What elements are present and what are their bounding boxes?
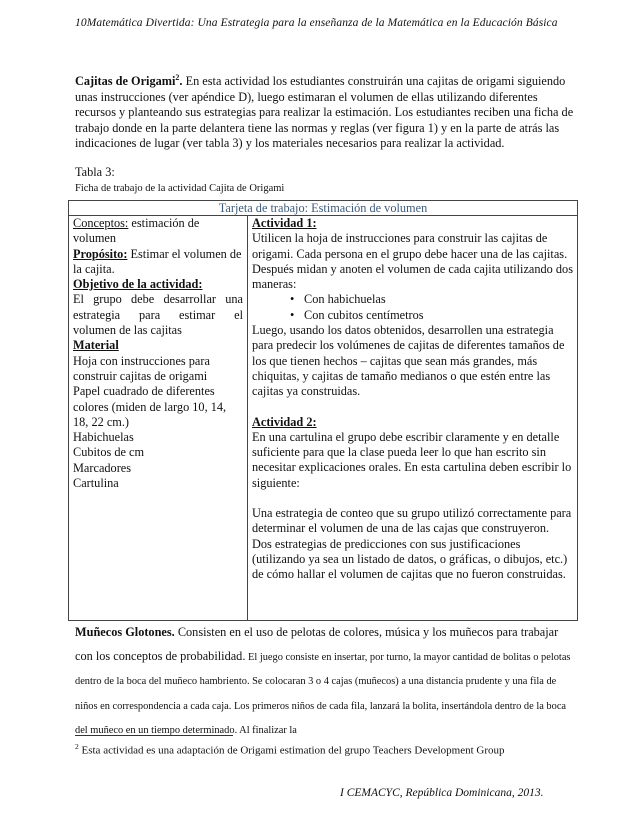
conceptos-label: Conceptos: [73,216,129,230]
activity2-item: Dos estrategias de predicciones con sus justificaciones (utilizando ya sea un listado de datos, o gráficas, o dibujos, etc.) de cómo hallar el volumen de cajitas que no fueron construidas. [252,536,568,582]
intro-text: En esta actividad los estudiantes construirán una cajitas de origami siguiendo unas instrucciones (ver apéndice D), luego estimaran el volumen de ellas utilizando diferentes recursos y planteando sus estrategias para realizar la estimación. Los estudiantes reciben una ficha de trabajo donde en la parte delantera tiene las normas y reglas (ver figura 1) y en la parte de atrás las indicaciones de lugar (ver tabla 3) y los materiales necesarios para realizar la actividad. [75,74,574,151]
card-title: Tarjeta de trabajo: Estimación de volumen [69,201,578,216]
objetivo-label: Objetivo de la actividad: [73,277,203,292]
page-footer: I CEMACYC, República Dominicana, 2013. [340,787,544,799]
footnote-divider [75,735,233,736]
intro-paragraph [75,74,575,152]
munecos-text-small: El juego consiste en insertar, por turno, la mayor cantidad de bolitas o pelotas dentro de la boca del muñeco hambriento. Se colocaran 3 o 4 cajas (muñecos) a una distancia prudente y una fila de niños en correspondencia a cada caja. Los primeros niños de cada fila, lanzará la bolita, insertándola dentro de la boca del muñeco en un tiempo determinado. Al finalizar la [75,651,571,736]
proposito-text: Estimar el volumen de la cajita. [73,246,242,276]
page-header [75,17,595,29]
footnote-text: Esta actividad es una adaptación de Origami estimation del grupo Teachers Development Group [78,744,505,757]
footnote [75,742,595,757]
section-heading-origami: Cajitas de Origami [75,74,176,88]
material-label: Material [73,338,119,353]
munecos-text: Consisten en el uso de pelotas de colores, música y los muñecos para trabajar con los conceptos de probabilidad. [75,625,559,663]
table-caption: Ficha de trabajo de la actividad Cajita de Origami [75,183,285,194]
material-item: Marcadores [73,460,132,475]
objetivo-line: El grupo debe desarrollar una [73,292,243,307]
material-item: Cubitos de cm [73,445,145,460]
material-item: Cartulina [73,476,119,491]
activity2-text: En una cartulina el grupo debe escribir claramente y en detalle suficiente para que la clase pueda leer lo que han escrito sin necesitar explicaciones orales. En esta cartulina deben escribir lo siguiente: [252,429,572,490]
card-left-column [69,216,248,621]
section-heading-munecos: Muñecos Glotones. [75,625,175,639]
activity1-text-2: Luego, usando los datos obtenidos, desarrollen una estrategia para predecir los volúmenes de cajitas de diferentes tamaños de los que tienen hechos – cajitas que sean más grandes, más chiquitas, y cajitas de tamaño medianos o que estén entre las cajitas ya construidas. [252,323,565,399]
material-item: Papel cuadrado de diferentes colores (miden de largo 10, 14, 18, 22 cm.) [73,384,227,429]
activity2-item: Una estrategia de conteo que su grupo utilizó correctamente para determinar el volumen de una de las cajas que construyeron. [252,506,572,536]
proposito-block [73,247,243,278]
list-item: • Con cubitos centímetros [290,308,573,323]
worksheet-table [68,200,578,621]
page-number: 10 [75,17,87,29]
activity1-label: Actividad 1: [252,216,317,230]
activity1-text: Utilicen la hoja de instrucciones para construir las cajitas de origami. Cada persona en el grupo debe hacer una de las cajitas. Después midan y anoten el volumen de cada cajita utilizando dos maneras: [252,231,573,292]
material-item: Habichuelas [73,430,134,445]
conceptos-text: estimación de volumen [73,216,200,246]
objetivo-line: volumen de las cajitas [73,323,182,338]
header-title: Matemática Divertida: Una Estrategia para la enseñanza de la Matemática en la Educación Básica [86,17,558,29]
objetivo-line: estrategia para estimar el [73,307,243,322]
footnote-ref: 2 [175,72,180,82]
material-item: Hoja con instrucciones para construir cajitas de origami [73,353,210,383]
card-right-column [248,216,578,621]
table-label: Tabla 3: [75,165,115,179]
conceptos-block [73,216,243,247]
list-item: • Con habichuelas [290,292,573,307]
heading-period: . [179,74,183,88]
proposito-label: Propósito: [73,246,128,261]
measure-ways-list [252,292,573,323]
footnote-mark: 2 [75,742,79,751]
activity2-label: Actividad 2: [252,414,317,429]
munecos-paragraph [75,621,575,743]
